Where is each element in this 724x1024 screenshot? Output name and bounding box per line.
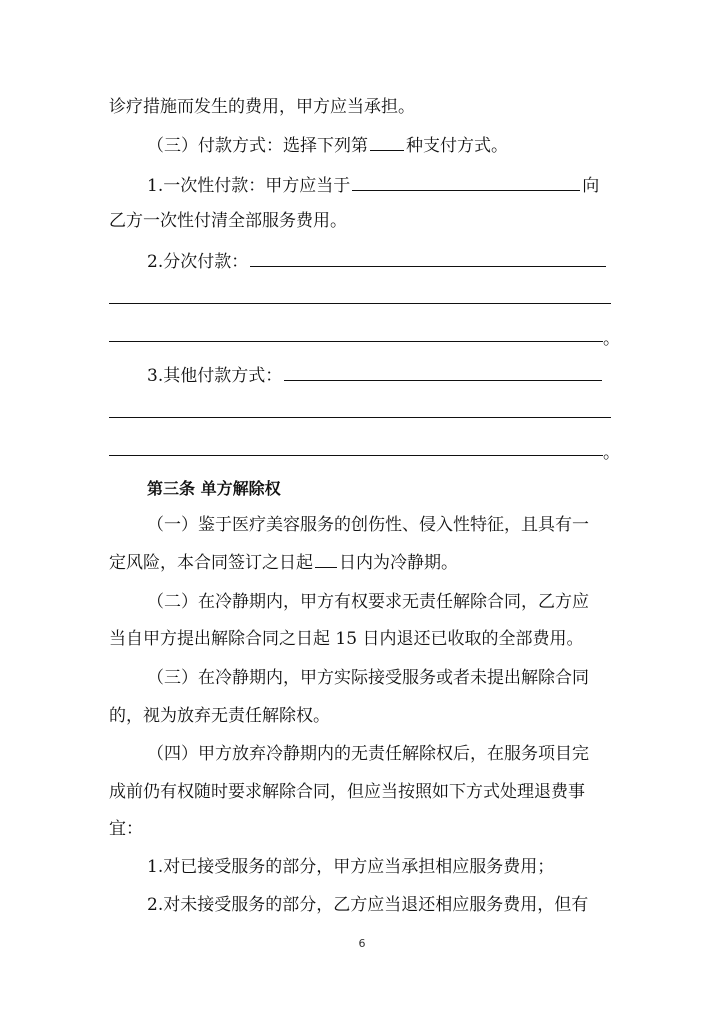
paragraph-line: （二）在冷静期内，甲方有权要求无责任解除合同，乙方应 (147, 592, 589, 612)
lump-sum-text-end: 向 (582, 176, 600, 196)
article-3-heading: 第三条 单方解除权 (147, 479, 281, 498)
lump-sum-continued: 乙方一次性付清全部服务费用。 (109, 211, 347, 231)
payment-method-line (147, 134, 508, 157)
blank-other-3[interactable] (109, 455, 603, 456)
blank-other-2[interactable] (109, 417, 611, 418)
paragraph-line: （三）在冷静期内，甲方实际接受服务或者未提出解除合同 (147, 668, 589, 688)
paragraph-line: 当自甲方提出解除合同之日起 15 日内退还已收取的全部费用。 (109, 629, 584, 649)
blank-lump-sum-date[interactable] (352, 174, 580, 191)
paragraph-line: （一）鉴于医疗美容服务的创伤性、侵入性特征，且具有一 (147, 515, 589, 535)
list-item: 2.对未接受服务的部分，乙方应当退还相应服务费用，但有 (147, 895, 589, 915)
cooling-text: 定风险，本合同签订之日起 (109, 553, 313, 573)
blank-other-1[interactable] (284, 364, 602, 381)
installment-line (147, 250, 608, 273)
other-payment-line (147, 364, 604, 387)
paragraph-line: 诊疗措施而发生的费用，甲方应当承担。 (109, 97, 415, 117)
cooling-text-end: 日内为冷静期。 (339, 553, 458, 573)
paragraph-line: 成前仍有权随时要求解除合同，但应当按照如下方式处理退费事 (109, 782, 585, 802)
payment-method-text: （三）付款方式：选择下列第 (147, 136, 368, 156)
cooling-period-line (109, 551, 458, 574)
period-mark: 。 (603, 443, 620, 463)
blank-cooling-days[interactable] (315, 551, 337, 568)
blank-installment-1[interactable] (250, 250, 606, 267)
period-mark: 。 (603, 329, 620, 349)
list-item: 1.对已接受服务的部分，甲方应当承担相应服务费用； (147, 857, 555, 877)
paragraph-line: 的，视为放弃无责任解除权。 (109, 706, 330, 726)
blank-choice[interactable] (370, 134, 404, 151)
payment-method-text-end: 种支付方式。 (406, 136, 508, 156)
blank-installment-3[interactable] (109, 341, 603, 342)
lump-sum-line (147, 174, 599, 197)
page-number: 6 (358, 937, 366, 950)
other-payment-label: 3.其他付款方式： (147, 366, 283, 386)
paragraph-line: 宜： (109, 819, 143, 839)
installment-label: 2.分次付款： (147, 252, 249, 272)
paragraph-line: （四）甲方放弃冷静期内的无责任解除权后，在服务项目完 (147, 744, 589, 764)
lump-sum-text: 1.一次性付款：甲方应当于 (147, 176, 351, 196)
blank-installment-2[interactable] (109, 303, 611, 304)
